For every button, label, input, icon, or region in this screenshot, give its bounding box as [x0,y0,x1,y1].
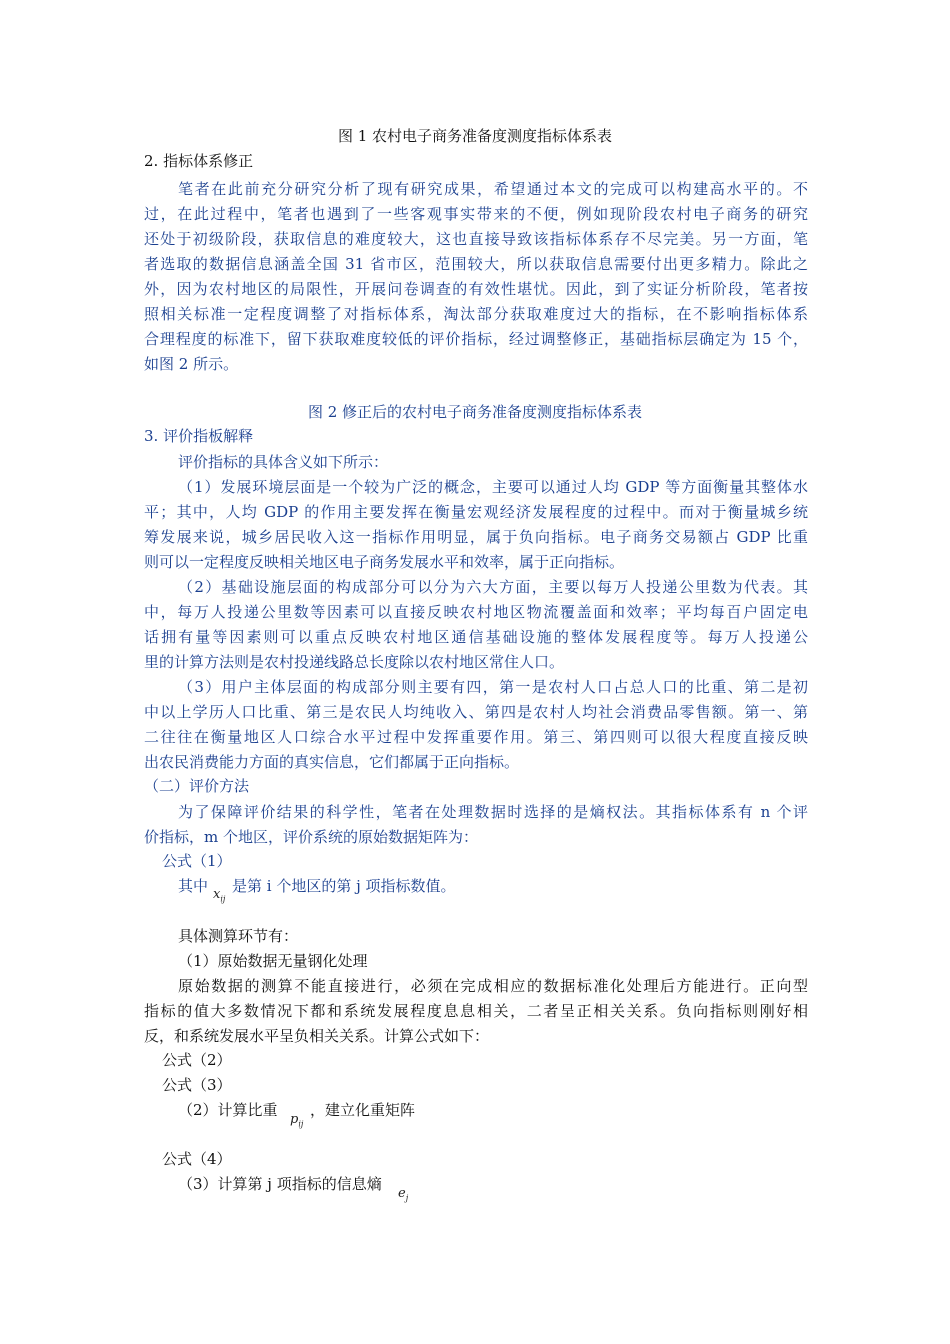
x-ij-symbol: $x_{ij}$ [213,887,226,904]
item-1-line: 平；其中，人均 GDP 的作用主要发挥在衡量宏观经济发展程度的过程中。而对于衡量城乡统 [144,503,808,521]
item-3-line: 中以上学历人口比重、第三是农民人均纯收入、第四是农村人均社会消费品零售额。第一、第 [144,703,808,721]
item-1-line: 则可以一定程度反映相关地区电子商务发展水平和效率，属于正向指标。 [144,553,625,571]
step-1-line: 反，和系统发展水平呈负相关关系。计算公式如下： [144,1027,490,1045]
where-suffix: 是第 i 个地区的第 j 项指标数值。 [232,877,456,895]
sec2-line: 外，因为农村地区的局限性，开展问卷调查的有效性堪忧。因此，到了实证分析阶段，笔者按 [144,280,808,298]
steps-intro: 具体测算环节有： [178,927,299,945]
step-1-line: 原始数据的测算不能直接进行，必须在完成相应的数据标准化处理后方能进行。正向型 [178,977,808,995]
e-j-symbol: $e_j$ [398,1186,409,1203]
figure-2-caption: 图 2 修正后的农村电子商务准备度测度指标体系表 [307,403,643,421]
item-3-line: 出农民消费能力方面的真实信息，它们都属于正向指标。 [144,753,520,771]
subsection-2-heading: （二）评价方法 [144,777,250,795]
item-1-line: （1）发展环境层面是一个较为广泛的概念，主要可以通过人均 GDP 等方面衡量其整体水 [178,478,808,496]
formula-2-label: 公式（2） [162,1051,232,1069]
sec2-line: 如图 2 所示。 [144,355,239,373]
formula-4-label: 公式（4） [162,1150,232,1168]
item-2-line: 话拥有量等因素则可以重点反映农村地区通信基础设施的整体发展程度等。每万人投递公 [144,628,808,646]
sec2-line: 过，在此过程中，笔者也遇到了一些客观事实带来的不便，例如现阶段农村电子商务的研究 [144,205,808,223]
step-1-heading: （1）原始数据无量钢化处理 [178,952,368,970]
item-3-line: 二往往在衡量地区人口综合水平过程中发挥重要作用。第三、第四则可以很大程度直接反映 [144,728,808,746]
step-2-prefix: （2）计算比重 [178,1101,278,1119]
sec2-line: 者选取的数据信息涵盖全国 31 省市区，范围较大，所以获取信息需要付出更多精力。除此之 [144,255,808,273]
sec2-line: 照相关标准一定程度调整了对指标体系，淘汰部分获取难度过大的指标，在不影响指标体系 [144,305,808,323]
method-line: 价指标，m 个地区，评价系统的原始数据矩阵为： [144,828,478,846]
item-2-line: （2）基础设施层面的构成部分可以分为六大方面，主要以每万人投递公里数为代表。其 [178,578,808,596]
p-ij-symbol: $p_{ij}$ [290,1112,304,1129]
item-1-line: 筹发展来说，城乡居民收入这一指标作用明显，属于负向指标。电子商务交易额占 GDP 比重 [144,528,808,546]
formula-1-label: 公式（1） [162,852,232,870]
sec2-line: 笔者在此前充分研究分析了现有研究成果，希望通过本文的完成可以构建高水平的。不 [178,180,808,198]
step-1-line: 指标的值大多数情况下都和系统发展程度息息相关，二者呈正相关关系。负向指标则刚好相 [144,1002,808,1020]
sec2-line: 还处于初级阶段，获取信息的难度较大，这也直接导致该指标体系存不尽完美。另一方面，笔 [144,230,808,248]
step-3-prefix: （3）计算第 j 项指标的信息熵 [178,1175,382,1193]
section-3-intro: 评价指标的具体含义如下所示： [178,453,389,471]
item-2-line: 中，每万人投递公里数等因素可以直接反映农村地区物流覆盖面和效率；平均每百户固定电 [144,603,808,621]
figure-1-caption: 图 1 农村电子商务准备度测度指标体系表 [337,127,613,145]
item-2-line: 里的计算方法则是农村投递线路总长度除以农村地区常住人口。 [144,653,565,671]
method-line: 为了保障评价结果的科学性，笔者在处理数据时选择的是熵权法。其指标体系有 n 个评 [178,803,808,821]
section-2-heading: 2. 指标体系修正 [144,152,254,170]
sec2-line: 合理程度的标准下，留下获取难度较低的评价指标，经过调整修正，基础指标层确定为 15 个， [144,330,808,348]
section-3-heading: 3. 评价指板解释 [144,427,254,445]
item-3-line: （3）用户主体层面的构成部分则主要有四，第一是农村人口占总人口的比重、第二是初 [178,678,808,696]
step-2-suffix: ，建立化重矩阵 [310,1101,416,1119]
formula-3-label: 公式（3） [162,1076,232,1094]
where-prefix: 其中 [178,877,209,895]
